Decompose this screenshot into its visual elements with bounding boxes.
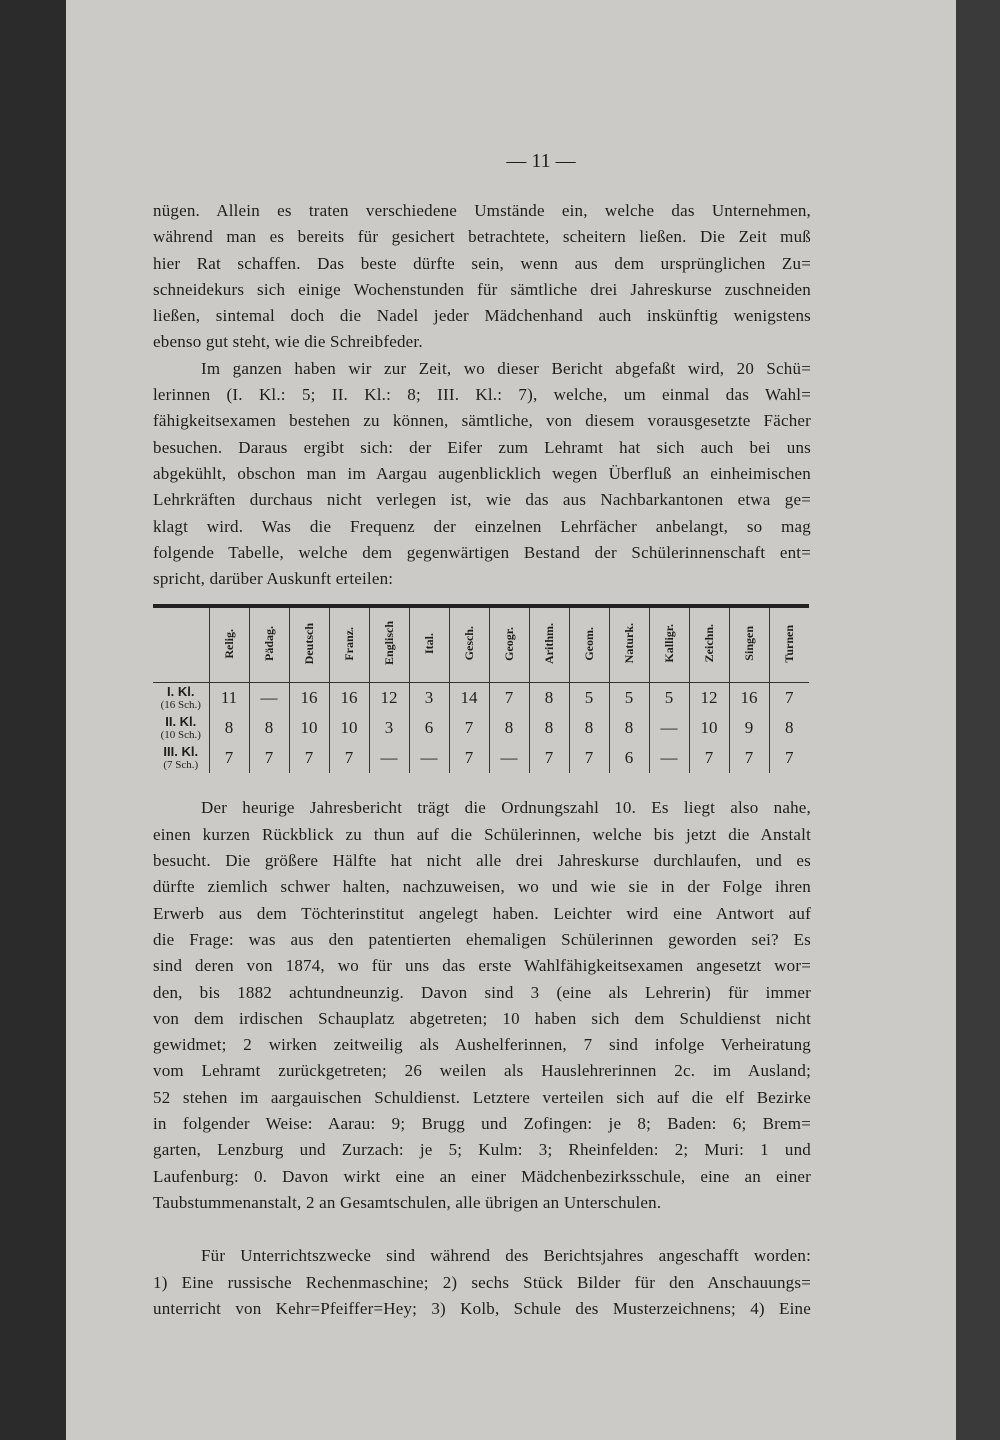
column-header xyxy=(529,606,569,683)
column-header-label: Geogr. xyxy=(502,626,516,661)
text-line: folgende Tabelle, welche dem gegenwärtigen Bestand der Schülerinnenschaft ent= xyxy=(153,542,811,562)
scan-edge xyxy=(956,0,1000,1440)
text-line: 1) Eine russische Rechenmaschine; 2) sechs Stück Bilder für den Anschauungs= xyxy=(153,1272,811,1292)
table-cell: 7 xyxy=(529,743,569,773)
text-line: Erwerb aus dem Töchterinstitut angelegt haben. Leichter wird eine Antwort auf xyxy=(153,903,811,923)
table-row xyxy=(153,683,809,714)
table-cell: 7 xyxy=(489,683,529,714)
table-cell: 7 xyxy=(729,743,769,773)
table-cell: — xyxy=(649,743,689,773)
table-row xyxy=(153,743,809,773)
column-header xyxy=(289,606,329,683)
paragraph xyxy=(153,198,811,356)
column-header-label: Deutsch xyxy=(302,622,316,665)
table-cell: 10 xyxy=(689,713,729,743)
column-header-label: Franz. xyxy=(342,626,356,661)
table-cell: 6 xyxy=(409,713,449,743)
text-line: schneidekurs sich einige Wochenstunden für sämtliche drei Jahreskurse zuschneiden xyxy=(153,279,811,299)
table-cell: 5 xyxy=(569,683,609,714)
column-header xyxy=(569,606,609,683)
table-cell: 8 xyxy=(529,683,569,714)
table-cell: 16 xyxy=(729,683,769,714)
table-cell: 8 xyxy=(209,713,249,743)
column-header xyxy=(729,606,769,683)
text-line: dürfte ziemlich schwer halten, nachzuweisen, wo und wie sie in der Folge ihren xyxy=(153,877,811,897)
student-count: (10 Sch.) xyxy=(160,729,201,742)
column-header-label: Englisch xyxy=(382,621,396,666)
table-cell: 7 xyxy=(329,743,369,773)
table-cell: 7 xyxy=(249,743,289,773)
class-name: I. Kl. xyxy=(167,684,195,700)
text-line: Im ganzen haben wir zur Zeit, wo dieser Bericht abgefaßt wird, 20 Schü= xyxy=(201,358,811,378)
class-name: III. Kl. xyxy=(163,744,199,760)
table-cell: 7 xyxy=(209,743,249,773)
page-body xyxy=(153,198,811,1322)
text-line: spricht, darüber Auskunft erteilen: xyxy=(153,569,394,589)
text-line: fähigkeitsexamen bestehen zu können, sämtliche, von diesem vorausgesetzte Fächer xyxy=(153,411,811,431)
table-cell: — xyxy=(409,743,449,773)
table-cell: 8 xyxy=(769,713,809,743)
subject-frequency-table xyxy=(153,604,809,773)
column-header-label: Ital. xyxy=(422,632,436,654)
text-line: garten, Lenzburg und Zurzach: je 5; Kulm: 3; Rheinfelden: 2; Muri: 1 und xyxy=(153,1140,811,1160)
text-line: abgekühlt, obschon man im Aargau augenblicklich wegen Überfluß an einheimischen xyxy=(153,463,811,483)
table-cell: 8 xyxy=(249,713,289,743)
table-cell: 6 xyxy=(609,743,649,773)
row-label xyxy=(153,743,209,773)
text-line: Der heurige Jahresbericht trägt die Ordnungszahl 10. Es liegt also nahe, xyxy=(201,798,811,818)
table-cell: 8 xyxy=(609,713,649,743)
text-line: während man es bereits für gesichert betrachtete, scheitern ließen. Die Zeit muß xyxy=(153,227,811,247)
row-label xyxy=(153,683,209,714)
table-cell: 7 xyxy=(449,713,489,743)
text-line: besuchen. Daraus ergibt sich: der Eifer zum Lehramt hat sich auch bei uns xyxy=(153,437,811,457)
table-cell: 7 xyxy=(769,743,809,773)
text-line: Taubstummenanstalt, 2 an Gesamtschulen, alle übrigen an Unterschulen. xyxy=(153,1192,662,1212)
column-header xyxy=(369,606,409,683)
column-header xyxy=(449,606,489,683)
column-header xyxy=(689,606,729,683)
paragraph xyxy=(153,356,811,593)
column-header xyxy=(329,606,369,683)
text-line: die Frage: was aus den patentierten ehemaligen Schülerinnen geworden sei? Es xyxy=(153,929,811,949)
text-line: 52 stehen im aargauischen Schuldienst. Letztere verteilen sich auf die elf Bezirke xyxy=(153,1087,811,1107)
table-cell: 9 xyxy=(729,713,769,743)
table-cell: 14 xyxy=(449,683,489,714)
column-header xyxy=(249,606,289,683)
table-cell: 7 xyxy=(289,743,329,773)
table-corner xyxy=(153,606,209,683)
column-header xyxy=(489,606,529,683)
table-cell: — xyxy=(369,743,409,773)
text-line: unterricht von Kehr=Pfeiffer=Hey; 3) Kolb, Schule des Musterzeichnens; 4) Eine xyxy=(153,1298,811,1318)
table-cell: 3 xyxy=(409,683,449,714)
table-cell: 8 xyxy=(489,713,529,743)
column-header xyxy=(609,606,649,683)
column-header xyxy=(209,606,249,683)
table-cell: 11 xyxy=(209,683,249,714)
column-header-label: Arithm. xyxy=(542,622,556,664)
column-header-label: Gesch. xyxy=(462,626,476,661)
table-cell: 16 xyxy=(329,683,369,714)
student-count: (16 Sch.) xyxy=(160,699,201,712)
table-cell: 8 xyxy=(569,713,609,743)
text-line: besucht. Die größere Hälfte hat nicht alle drei Jahreskurse durchlaufen, und es xyxy=(153,851,811,871)
table-cell: 16 xyxy=(289,683,329,714)
page-number: — 11 — xyxy=(506,150,576,172)
text-line: sind deren von 1874, wo für uns das erste Wahlfähigkeitsexamen angesetzt wor= xyxy=(153,956,811,976)
text-line: von dem irdischen Schauplatz abgetreten; 10 haben sich dem Schuldienst nicht xyxy=(153,1008,811,1028)
text-line: ebenso gut steht, wie die Schreibfeder. xyxy=(153,332,423,352)
text-line: ließen, sintemal doch die Nadel jeder Mädchenhand auch inskünftig wenigstens xyxy=(153,306,811,326)
paragraph xyxy=(153,795,811,1216)
column-header-label: Singen xyxy=(742,626,756,661)
table-cell: 12 xyxy=(369,683,409,714)
text-line: Laufenburg: 0. Davon wirkt eine an einer Mädchenbezirksschule, eine an einer xyxy=(153,1166,811,1186)
column-header-label: Turnen xyxy=(782,624,797,663)
column-header xyxy=(649,606,689,683)
table-cell: 3 xyxy=(369,713,409,743)
document-page xyxy=(66,0,956,1440)
column-header-label: Kalligr. xyxy=(662,624,676,663)
table-cell: — xyxy=(489,743,529,773)
table-cell: 5 xyxy=(649,683,689,714)
class-name: II. Kl. xyxy=(165,714,197,730)
table-cell: 8 xyxy=(529,713,569,743)
paragraph xyxy=(153,1243,811,1322)
table-cell: 12 xyxy=(689,683,729,714)
text-line: nügen. Allein es traten verschiedene Umstände ein, welche das Unternehmen, xyxy=(153,201,811,220)
text-line: den, bis 1882 achtundneunzig. Davon sind 3 (eine als Lehrerin) für immer xyxy=(153,982,811,1002)
table-cell: 10 xyxy=(329,713,369,743)
column-header-label: Relig. xyxy=(222,628,236,659)
column-header-label: Geom. xyxy=(582,626,596,661)
table-cell: 10 xyxy=(289,713,329,743)
table-cell: 7 xyxy=(569,743,609,773)
table-row xyxy=(153,713,809,743)
table-cell: — xyxy=(249,683,289,714)
text-line: Lehrkräften durchaus nicht verlegen ist, wie das aus Nachbarkantonen etwa ge= xyxy=(153,490,811,510)
text-line: einen kurzen Rückblick zu thun auf die Schülerinnen, welche bis jetzt die Anstalt xyxy=(153,824,811,844)
table-cell: 7 xyxy=(769,683,809,714)
text-line: gewidmet; 2 wirken zeitweilig als Aushelferinnen, 7 sind infolge Verheiratung xyxy=(153,1035,811,1055)
column-header-label: Zeichn. xyxy=(702,624,716,663)
table-cell: — xyxy=(649,713,689,743)
column-header xyxy=(769,606,809,683)
text-line: Für Unterrichtszwecke sind während des Berichtsjahres angeschafft worden: xyxy=(201,1246,811,1266)
text-line: hier Rat schaffen. Das beste dürfte sein, wenn aus dem ursprünglichen Zu= xyxy=(153,253,811,273)
column-header-label: Pädag. xyxy=(262,625,276,661)
text-line: lerinnen (I. Kl.: 5; II. Kl.: 8; III. Kl.: 7), welche, um einmal das Wahl= xyxy=(153,385,811,405)
table-cell: 7 xyxy=(449,743,489,773)
row-label xyxy=(153,713,209,743)
column-header xyxy=(409,606,449,683)
column-header-label: Naturk. xyxy=(622,623,636,664)
student-count: (7 Sch.) xyxy=(163,759,199,772)
text-line: klagt wird. Was die Frequenz der einzelnen Lehrfächer anbelangt, so mag xyxy=(153,516,811,536)
table-cell: 7 xyxy=(689,743,729,773)
text-line: in folgender Weise: Aarau: 9; Brugg und Zofingen: je 8; Baden: 6; Brem= xyxy=(153,1114,811,1134)
table-cell: 5 xyxy=(609,683,649,714)
text-line: vom Lehramt zurückgetreten; 26 weilen als Hauslehrerinnen 2c. im Ausland; xyxy=(153,1061,811,1081)
